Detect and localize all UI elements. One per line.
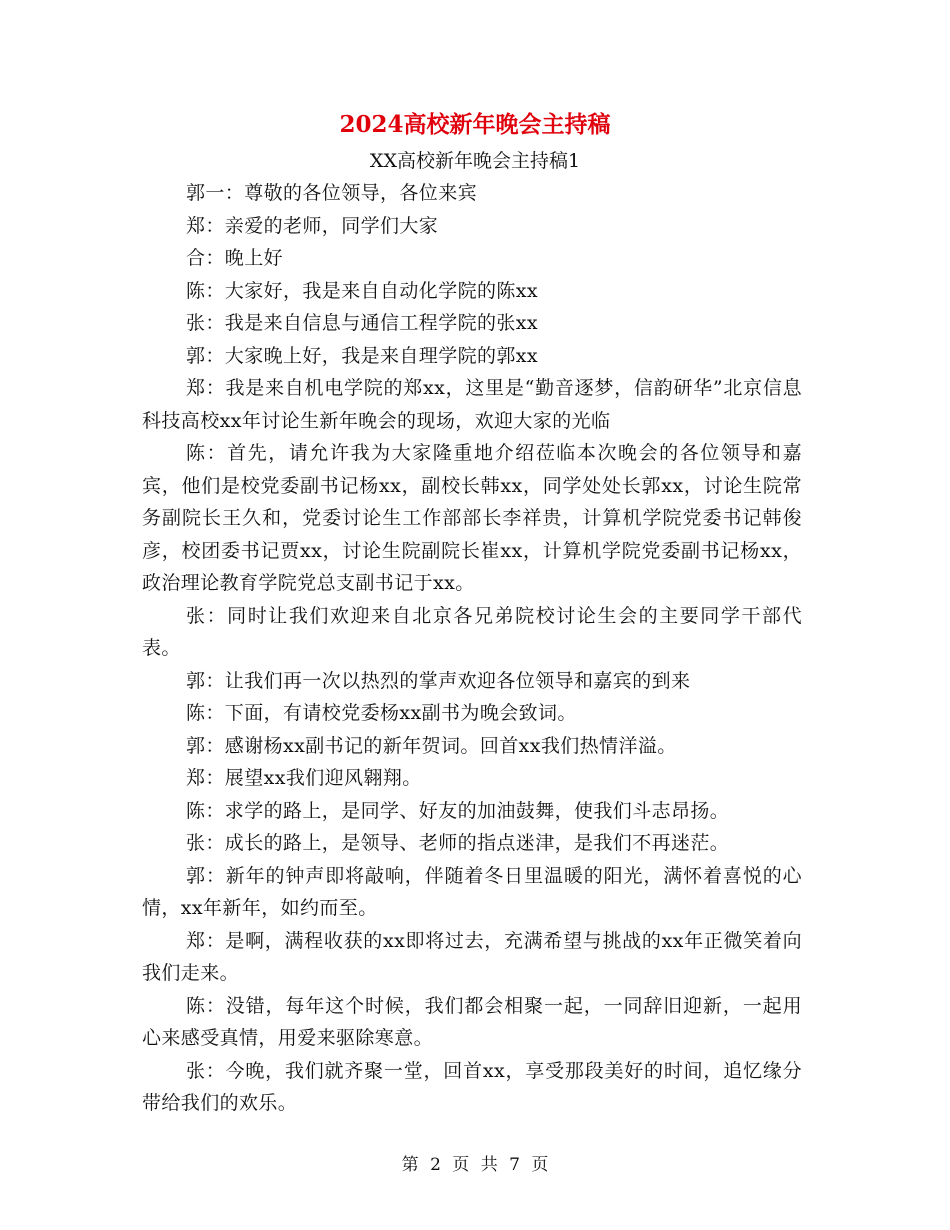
paragraph: 陈：下面，有请校党委杨xx副书为晚会致词。 <box>186 702 577 724</box>
paragraph: 郑：是啊，满程收获的xx即将过去，充满希望与挑战的xx年正微笑着向我们走来。 <box>142 929 802 984</box>
paragraph: 郭：让我们再一次以热烈的掌声欢迎各位领导和嘉宾的到来 <box>186 669 691 692</box>
paragraph: 郑：我是来自机电学院的郑xx，这里是“勤音逐梦，信韵研华”北京信息科技高校xx年讨论生新年晚会的现场，欢迎大家的光临 <box>142 377 802 432</box>
page-number-footer: 第 2 页 共 7 页 <box>401 1155 549 1175</box>
paragraph: 郭：感谢杨xx副书记的新年贺词。回首xx我们热情洋溢。 <box>186 734 677 757</box>
paragraph: 陈：没错，每年这个时候，我们都会相聚一起，一同辞旧迎新，一起用心来感受真情，用爱来驱除寒意。 <box>142 994 802 1049</box>
paragraph: 郑：展望xx我们迎风翱翔。 <box>186 767 422 789</box>
paragraph: 张：同时让我们欢迎来自北京各兄弟院校讨论生会的主要同学干部代表。 <box>142 604 802 659</box>
paragraph: 郭一：尊敬的各位领导，各位来宾 <box>186 182 478 204</box>
paragraph: 陈：求学的路上，是同学、好友的加油鼓舞，使我们斗志昂扬。 <box>186 799 730 822</box>
document-title: 2024高校新年晚会主持稿 <box>339 111 611 138</box>
paragraph: 张：今晚，我们就齐聚一堂，回首xx，享受那段美好的时间，追忆缘分带给我们的欢乐。 <box>142 1059 802 1114</box>
paragraph: 陈：首先，请允许我为大家隆重地介绍莅临本次晚会的各位领导和嘉宾，他们是校党委副书记杨xx，副校长韩xx，同学处处长郭xx，讨论生院常务副院长王久和，党委讨论生工作部部长李祥贵，计算机学院党委书记韩俊彦，校团委书记贾xx，讨论生院副院长崔xx，计算机学院党委副书记杨xx，政治理论教育学院党总支副书记于xx。 <box>142 442 802 594</box>
document-subtitle: XX高校新年晚会主持稿1 <box>369 150 581 172</box>
paragraph: 陈：大家好，我是来自自动化学院的陈xx <box>186 279 539 302</box>
paragraph: 郑：亲爱的老师，同学们大家 <box>186 214 439 237</box>
paragraph: 郭：大家晚上好，我是来自理学院的郭xx <box>186 344 539 367</box>
paragraph: 郭：新年的钟声即将敲响，伴随着冬日里温暖的阳光，满怀着喜悦的心情，xx年新年，如约而至。 <box>142 864 802 919</box>
paragraph: 张：我是来自信息与通信工程学院的张xx <box>186 312 539 334</box>
paragraph: 合：晚上好 <box>186 247 284 269</box>
document-body <box>142 177 802 1120</box>
paragraph: 张：成长的路上，是领导、老师的指点迷津，是我们不再迷茫。 <box>186 832 730 854</box>
